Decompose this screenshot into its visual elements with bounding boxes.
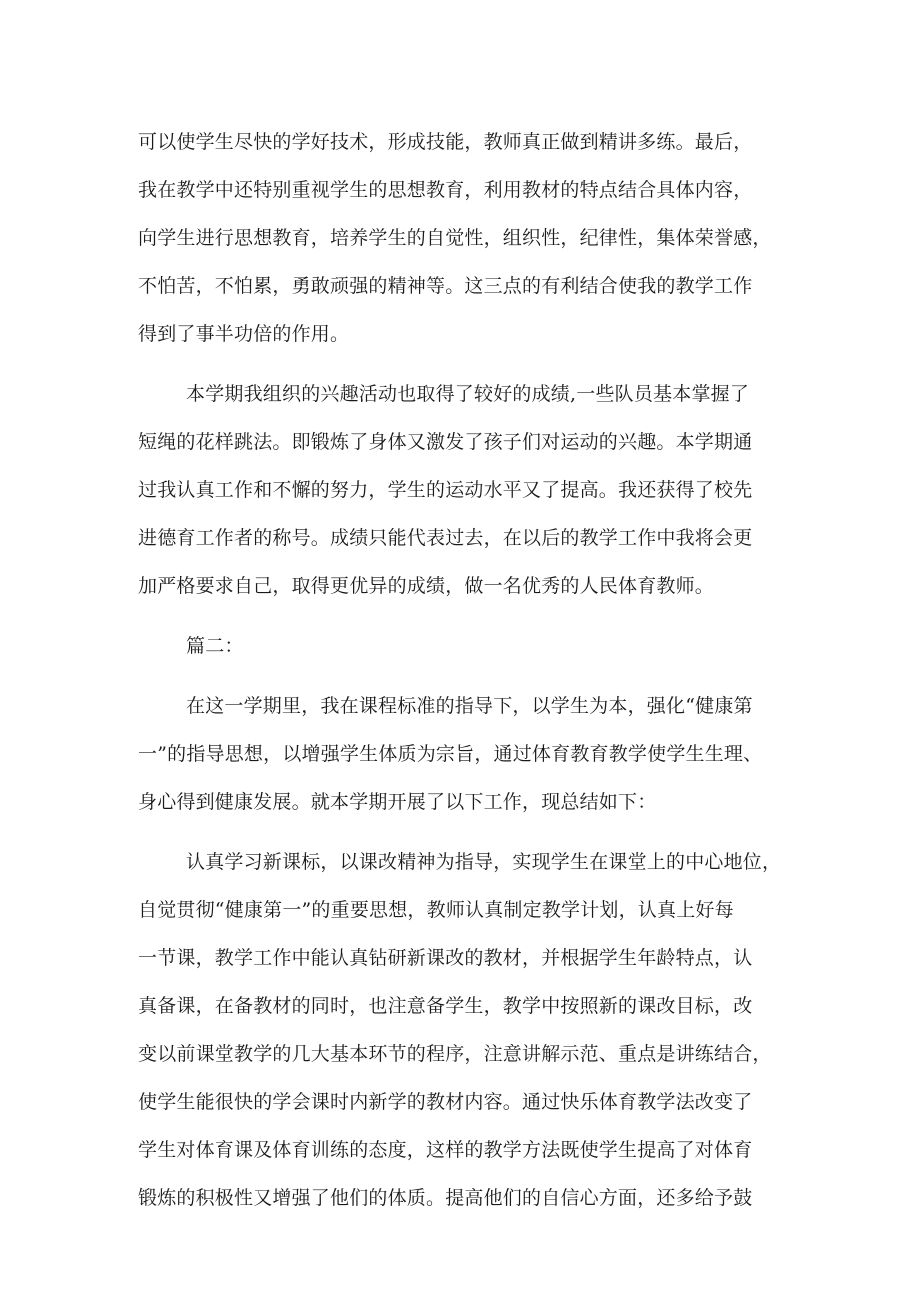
paragraph-line: 身心得到健康发展。就本学期开展了以下工作，现总结如下： [138,791,657,813]
paragraph-gap [138,670,808,682]
paragraph-line: 在这一学期里，我在课程标准的指导下，以学生为本，强化“健康第 [186,695,753,717]
section-heading [138,622,808,670]
paragraph-line: 可以使学生尽快的学好技术，形成技能，教师真正做到精讲多练。最后， [138,131,753,153]
paragraph-2 [138,370,808,610]
paragraph-4 [138,838,808,1222]
paragraph-line: 进德育工作者的称号。成绩只能代表过去，在以后的教学工作中我将会更 [138,527,753,549]
paragraph-line: 自觉贯彻“健康第一”的重要思想，教师认真制定教学计划，认真上好每 [138,899,734,921]
paragraph-line: 学生对体育课及体育训练的态度，这样的教学方法既使学生提高了对体育 [138,1139,753,1161]
paragraph-line: 向学生进行思想教育，培养学生的自觉性，组织性，纪律性，集体荣誉感， [138,227,772,249]
document-body [138,118,808,1222]
paragraph-line: 不怕苦，不怕累，勇敢顽强的精神等。这三点的有利结合使我的教学工作 [138,275,753,297]
paragraph-line: 认真学习新课标，以课改精神为指导，实现学生在课堂上的中心地位， [186,851,782,873]
paragraph-gap [138,610,808,622]
paragraph-line: 我在教学中还特别重视学生的思想教育，利用教材的特点结合具体内容， [138,179,753,201]
paragraph-line: 短绳的花样跳法。即锻炼了身体又激发了孩子们对运动的兴趣。本学期通 [138,431,753,453]
paragraph-line: 真备课，在备教材的同时，也注意备学生，教学中按照新的课改目标，改 [138,995,753,1017]
paragraph-line: 本学期我组织的兴趣活动也取得了较好的成绩,一些队员基本掌握了 [186,383,750,405]
paragraph-1 [138,118,808,358]
paragraph-line: 使学生能很快的学会课时内新学的教材内容。通过快乐体育教学法改变了 [138,1091,753,1113]
paragraph-line: 加严格要求自己，取得更优异的成绩，做一名优秀的人民体育教师。 [138,575,715,597]
paragraph-gap [138,826,808,838]
section-title: 篇二： [186,635,244,657]
paragraph-line: 锻炼的积极性又增强了他们的体质。提高他们的自信心方面，还多给予鼓 [138,1187,753,1209]
paragraph-line: 过我认真工作和不懈的努力，学生的运动水平又了提高。我还获得了校先 [138,479,753,501]
paragraph-line: 一节课，教学工作中能认真钻研新课改的教材，并根据学生年龄特点，认 [138,947,753,969]
paragraph-3 [138,682,808,826]
paragraph-line: 得到了事半功倍的作用。 [138,323,350,345]
paragraph-gap [138,358,808,370]
paragraph-line: 一”的指导思想，以增强学生体质为宗旨，通过体育教育教学使学生生理、 [138,743,763,765]
paragraph-line: 变以前课堂教学的几大基本环节的程序，注意讲解示范、重点是讲练结合， [138,1043,772,1065]
